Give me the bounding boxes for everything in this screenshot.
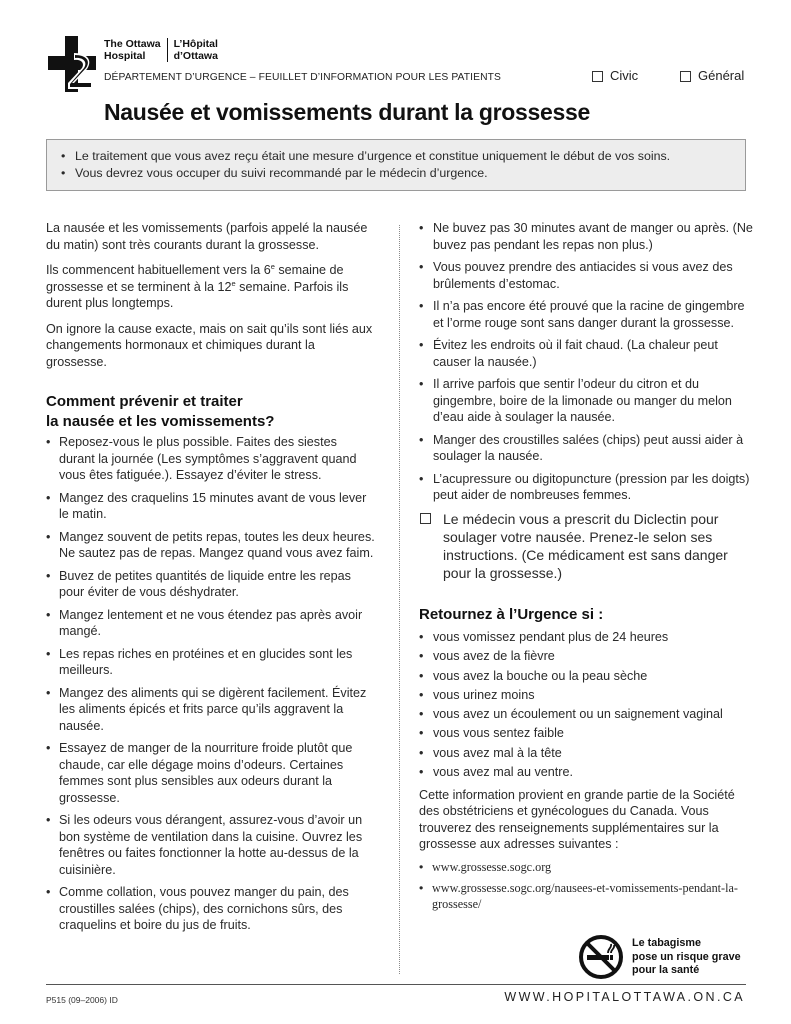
source-paragraph: Cette information provient en grande partie de la Société des obstétriciens et gynécologues du Canada. Vous trouverez des renseignements supplémentaires sur la grossesse aux adresses suivantes : — [419, 787, 735, 852]
intro-paragraph-1: La nausée et les vomissements (parfois appelé la nausée du matin) sont très courants durant la grossesse. — [46, 221, 368, 252]
list-item: • L’acupressure ou digitopuncture (pression par les doigts) peut aider de nombreuses femmes. — [419, 471, 754, 504]
civic-checkbox[interactable] — [592, 68, 638, 85]
diclectin-checkbox-item[interactable] — [419, 510, 754, 582]
no-smoking-icon — [578, 934, 624, 980]
list-item: • Mangez des aliments qui se digèrent facilement. Évitez les aliments épicés et frits parce qu’ils aggravent la nausée. — [46, 685, 376, 735]
notice-box — [46, 139, 746, 191]
hospital-name — [104, 38, 224, 62]
smoking-warning-line3: pour la santé — [632, 964, 700, 976]
list-item: • Buvez de petites quantités de liquide entre les repas pour éviter de vous déshydrater. — [46, 568, 376, 601]
hospital-name-en — [104, 38, 167, 62]
civic-label: Civic — [610, 68, 639, 83]
intro-paragraph-2: Ils commencent habituellement vers la 6e semaine de grossesse et se terminent à la 12e semaine. Parfois ils durent plus longtemps. — [46, 261, 349, 310]
return-list — [419, 629, 754, 781]
left-column — [46, 220, 376, 940]
logo-fr-line2: d’Ottawa — [173, 50, 218, 62]
list-item: • vous vous sentez faible — [419, 725, 754, 742]
list-item: • Reposez-vous le plus possible. Faites des siestes durant la journée (Les symptômes s’aggravent quand vous êtes fatiguée.). Essayez d’éviter le stress. — [46, 434, 376, 484]
list-item: • Les repas riches en protéines et en glucides sont les meilleurs. — [46, 646, 376, 679]
hospital-name-fr — [167, 38, 224, 62]
form-code: P515 (09–2006) ID — [46, 995, 118, 1005]
list-item: • Manger des croustilles salées (chips) peut aussi aider à soulager la nausée. — [419, 432, 754, 465]
list-item: • vous avez un écoulement ou un saignement vaginal — [419, 706, 754, 723]
hospital-logo-icon — [44, 36, 100, 92]
list-item: • Mangez lentement et ne vous étendez pas après avoir mangé. — [46, 607, 376, 640]
list-item: • Comme collation, vous pouvez manger du pain, des croustilles salées (chips), des cornichons sûrs, des craquelins et boire du jus de fruits. — [46, 884, 376, 934]
list-item: • Essayez de manger de la nourriture froide plutôt que chaude, car elle dégage moins d’odeurs. Certaines femmes sont plus sensibles aux odeurs durant la grossesse. — [46, 740, 376, 806]
prevent-heading-line1: Comment prévenir et traiter — [46, 393, 243, 410]
footer-rule — [46, 984, 746, 985]
diclectin-checkbox[interactable] — [420, 513, 431, 524]
list-item: • vous avez mal au ventre. — [419, 764, 754, 781]
list-item: • vous avez de la fièvre — [419, 648, 754, 665]
notice-item: • Le traitement que vous avez reçu était une mesure d’urgence et constitue uniquement le début de vos soins. — [61, 148, 731, 165]
prevent-list — [46, 434, 376, 934]
list-item: • Vous pouvez prendre des antiacides si vous avez des brûlements d’estomac. — [419, 259, 754, 292]
list-item: • vous avez la bouche ou la peau sèche — [419, 668, 754, 685]
list-item: • Mangez souvent de petits repas, toutes les deux heures. Ne sautez pas de repas. Mangez quand vous avez faim. — [46, 529, 376, 562]
right-column — [419, 220, 754, 917]
footer-website[interactable]: WWW.HOPITALOTTAWA.ON.CA — [504, 990, 745, 1004]
list-item: • vous vomissez pendant plus de 24 heures — [419, 629, 754, 646]
prevent-heading — [46, 392, 376, 431]
general-checkbox[interactable] — [680, 68, 744, 85]
smoking-warning — [632, 937, 741, 978]
logo-fr-line1: L’Hôpital — [173, 38, 218, 50]
list-item: • vous avez mal à la tête — [419, 745, 754, 762]
list-item: • Évitez les endroits où il fait chaud. (La chaleur peut causer la nausée.) — [419, 337, 754, 370]
column-divider — [399, 225, 400, 974]
notice-item: • Vous devrez vous occuper du suivi recommandé par le médecin d’urgence. — [61, 165, 731, 182]
links-list — [419, 859, 754, 912]
website-link[interactable]: • www.grossesse.sogc.org — [419, 859, 754, 875]
diclectin-text: Le médecin vous a prescrit du Diclectin pour soulager votre nausée. Prenez-le selon ses instructions. (Ce médicament est sans danger pour la grossesse.) — [443, 510, 728, 581]
logo-en-line1: The Ottawa — [104, 38, 161, 50]
smoking-warning-line2: pose un risque grave — [632, 950, 741, 963]
logo-en-line2: Hospital — [104, 50, 146, 62]
general-label: Général — [698, 68, 745, 83]
general-checkbox-box[interactable] — [680, 71, 691, 82]
list-item: • vous urinez moins — [419, 687, 754, 704]
list-item: • Si les odeurs vous dérangent, assurez-vous d’avoir un bon système de ventilation dans la cuisine. Ouvrez les fenêtres ou faites fonctionner la hotte au-dessus de la cuisinière. — [46, 812, 376, 878]
page-title: Nausée et vomissements durant la grossesse — [104, 99, 590, 125]
smoking-warning-line1: Le tabagisme — [632, 937, 702, 949]
department-label: DÉPARTEMENT D’URGENCE – FEUILLET D’INFORMATION POUR LES PATIENTS — [104, 72, 501, 83]
list-item: • Il n’a pas encore été prouvé que la racine de gingembre et l’orme rouge sont sans danger durant la grossesse. — [419, 298, 754, 331]
list-item: • Ne buvez pas 30 minutes avant de manger ou après. (Ne buvez pas pendant les repas non plus.) — [419, 220, 754, 253]
civic-checkbox-box[interactable] — [592, 71, 603, 82]
advice-list — [419, 220, 754, 504]
intro-paragraph-3: On ignore la cause exacte, mais on sait qu’ils sont liés aux changements hormonaux et chimiques durant la grossesse. — [46, 321, 373, 369]
list-item: • Il arrive parfois que sentir l’odeur du citron et du gingembre, boire de la limonade ou manger du melon d’eau aide à soulager la nausée. — [419, 376, 754, 426]
prevent-heading-line2: la nausée et les vomissements? — [46, 412, 275, 430]
return-heading: Retournez à l’Urgence si : — [419, 605, 604, 623]
list-item: • Mangez des craquelins 15 minutes avant de vous lever le matin. — [46, 490, 376, 523]
website-link[interactable]: • www.grossesse.sogc.org/nausees-et-vomissements-pendant-la-grossesse/ — [419, 880, 754, 912]
